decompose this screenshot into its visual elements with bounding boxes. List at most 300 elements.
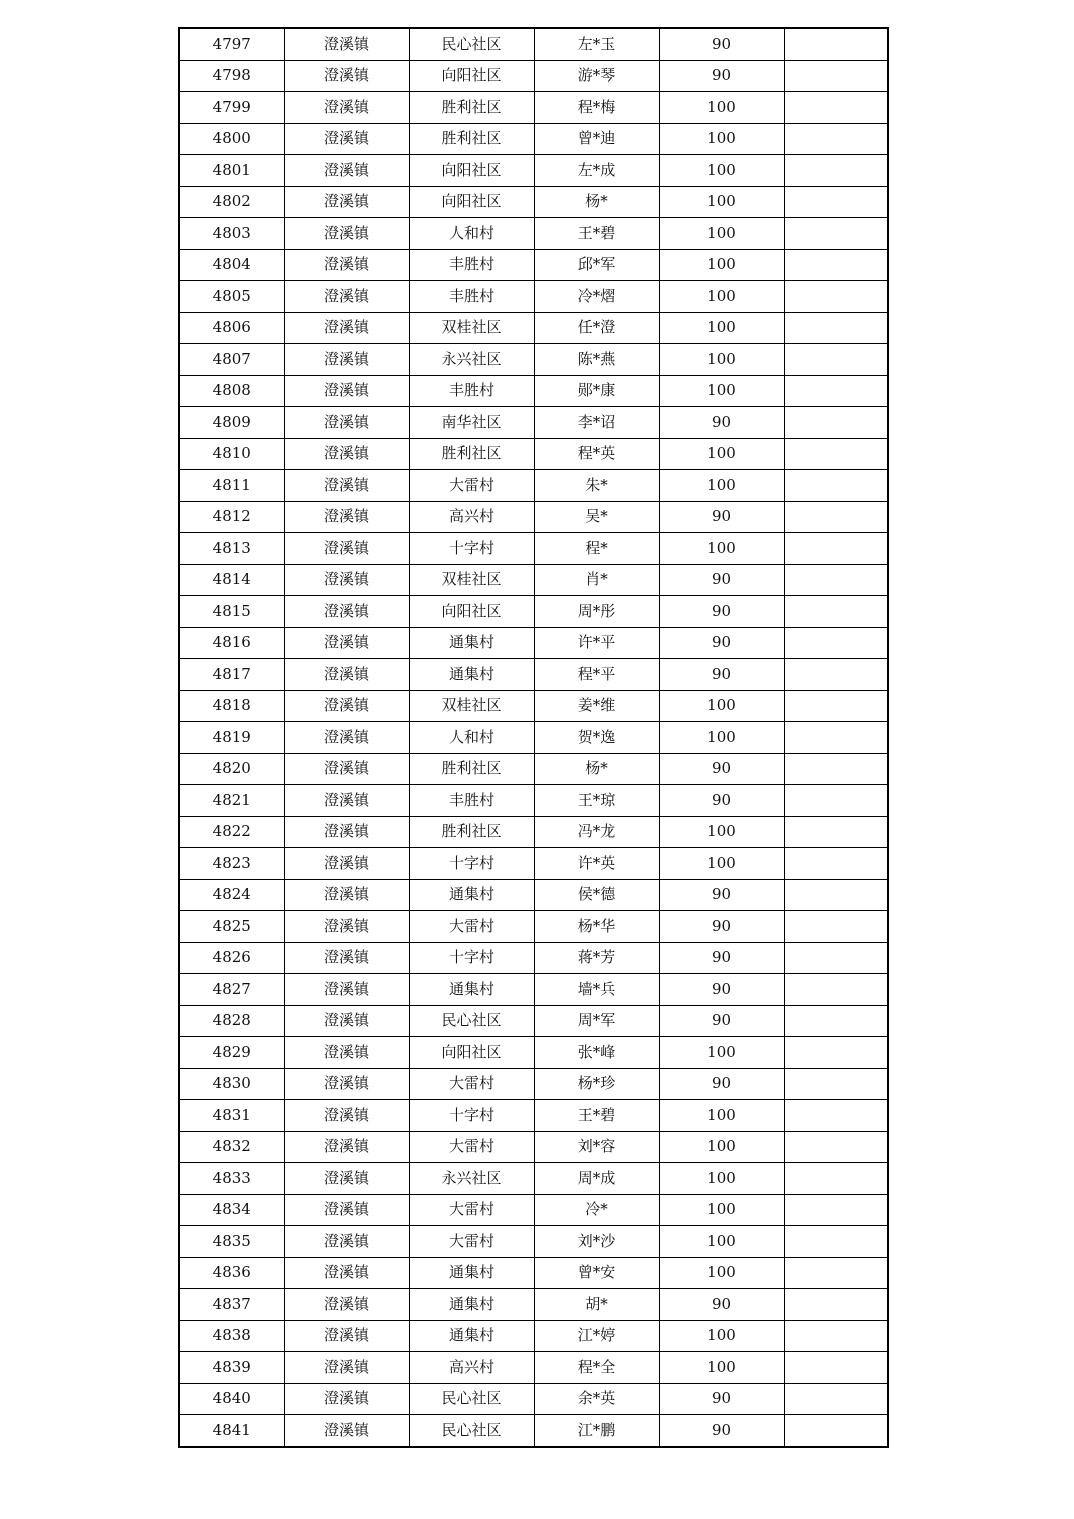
- village-cell: 民心社区: [409, 1383, 534, 1415]
- town-cell: 澄溪镇: [284, 816, 409, 848]
- amount-cell: 90: [659, 1005, 784, 1037]
- table-row: [179, 501, 888, 533]
- amount-cell: 90: [659, 879, 784, 911]
- table-row: [179, 533, 888, 565]
- town-cell: 澄溪镇: [284, 1226, 409, 1258]
- amount-cell: 100: [659, 1163, 784, 1195]
- serial-number-cell: 4832: [179, 1131, 284, 1163]
- remark-cell: [784, 753, 888, 785]
- village-cell: 大雷村: [409, 470, 534, 502]
- table-row: [179, 1289, 888, 1321]
- town-cell: 澄溪镇: [284, 123, 409, 155]
- table-row: [179, 722, 888, 754]
- remark-cell: [784, 785, 888, 817]
- serial-number-cell: 4811: [179, 470, 284, 502]
- amount-cell: 100: [659, 722, 784, 754]
- remark-cell: [784, 186, 888, 218]
- amount-cell: 100: [659, 186, 784, 218]
- remark-cell: [784, 249, 888, 281]
- village-cell: 十字村: [409, 533, 534, 565]
- remark-cell: [784, 375, 888, 407]
- amount-cell: 90: [659, 1415, 784, 1447]
- person-name-cell: 朱*: [534, 470, 659, 502]
- serial-number-cell: 4818: [179, 690, 284, 722]
- remark-cell: [784, 911, 888, 943]
- person-name-cell: 肖*: [534, 564, 659, 596]
- serial-number-cell: 4824: [179, 879, 284, 911]
- town-cell: 澄溪镇: [284, 1352, 409, 1384]
- serial-number-cell: 4809: [179, 407, 284, 439]
- remark-cell: [784, 816, 888, 848]
- serial-number-cell: 4815: [179, 596, 284, 628]
- amount-cell: 100: [659, 123, 784, 155]
- village-cell: 永兴社区: [409, 1163, 534, 1195]
- town-cell: 澄溪镇: [284, 1289, 409, 1321]
- person-name-cell: 张*峰: [534, 1037, 659, 1069]
- village-cell: 大雷村: [409, 1068, 534, 1100]
- serial-number-cell: 4807: [179, 344, 284, 376]
- amount-cell: 90: [659, 753, 784, 785]
- town-cell: 澄溪镇: [284, 596, 409, 628]
- village-cell: 通集村: [409, 879, 534, 911]
- amount-cell: 90: [659, 564, 784, 596]
- serial-number-cell: 4817: [179, 659, 284, 691]
- village-cell: 民心社区: [409, 1415, 534, 1447]
- person-name-cell: 陈*燕: [534, 344, 659, 376]
- amount-cell: 90: [659, 785, 784, 817]
- table-row: [179, 375, 888, 407]
- amount-cell: 90: [659, 596, 784, 628]
- remark-cell: [784, 344, 888, 376]
- amount-cell: 100: [659, 1257, 784, 1289]
- remark-cell: [784, 312, 888, 344]
- table-row: [179, 942, 888, 974]
- amount-cell: 90: [659, 911, 784, 943]
- amount-cell: 90: [659, 28, 784, 60]
- village-cell: 南华社区: [409, 407, 534, 439]
- table-row: [179, 123, 888, 155]
- amount-cell: 100: [659, 690, 784, 722]
- serial-number-cell: 4820: [179, 753, 284, 785]
- serial-number-cell: 4797: [179, 28, 284, 60]
- remark-cell: [784, 1320, 888, 1352]
- serial-number-cell: 4837: [179, 1289, 284, 1321]
- remark-cell: [784, 974, 888, 1006]
- serial-number-cell: 4822: [179, 816, 284, 848]
- remark-cell: [784, 1068, 888, 1100]
- serial-number-cell: 4831: [179, 1100, 284, 1132]
- town-cell: 澄溪镇: [284, 1194, 409, 1226]
- serial-number-cell: 4798: [179, 60, 284, 92]
- table-row: [179, 1383, 888, 1415]
- person-name-cell: 左*玉: [534, 28, 659, 60]
- town-cell: 澄溪镇: [284, 281, 409, 313]
- remark-cell: [784, 1100, 888, 1132]
- remark-cell: [784, 1163, 888, 1195]
- town-cell: 澄溪镇: [284, 533, 409, 565]
- remark-cell: [784, 1037, 888, 1069]
- amount-cell: 90: [659, 1068, 784, 1100]
- town-cell: 澄溪镇: [284, 249, 409, 281]
- table-row: [179, 1352, 888, 1384]
- table-row: [179, 1194, 888, 1226]
- village-cell: 丰胜村: [409, 249, 534, 281]
- town-cell: 澄溪镇: [284, 627, 409, 659]
- person-name-cell: 程*: [534, 533, 659, 565]
- serial-number-cell: 4813: [179, 533, 284, 565]
- table-row: [179, 690, 888, 722]
- village-cell: 大雷村: [409, 1131, 534, 1163]
- serial-number-cell: 4836: [179, 1257, 284, 1289]
- village-cell: 民心社区: [409, 28, 534, 60]
- serial-number-cell: 4805: [179, 281, 284, 313]
- remark-cell: [784, 848, 888, 880]
- serial-number-cell: 4806: [179, 312, 284, 344]
- amount-cell: 100: [659, 816, 784, 848]
- table-row: [179, 312, 888, 344]
- serial-number-cell: 4833: [179, 1163, 284, 1195]
- person-name-cell: 左*成: [534, 155, 659, 187]
- serial-number-cell: 4825: [179, 911, 284, 943]
- table-row: [179, 816, 888, 848]
- village-cell: 高兴村: [409, 501, 534, 533]
- person-name-cell: 周*彤: [534, 596, 659, 628]
- table-row: [179, 974, 888, 1006]
- person-name-cell: 蒋*芳: [534, 942, 659, 974]
- serial-number-cell: 4814: [179, 564, 284, 596]
- serial-number-cell: 4812: [179, 501, 284, 533]
- town-cell: 澄溪镇: [284, 753, 409, 785]
- town-cell: 澄溪镇: [284, 470, 409, 502]
- remark-cell: [784, 155, 888, 187]
- person-name-cell: 游*琴: [534, 60, 659, 92]
- serial-number-cell: 4835: [179, 1226, 284, 1258]
- person-name-cell: 杨*: [534, 186, 659, 218]
- table-row: [179, 249, 888, 281]
- town-cell: 澄溪镇: [284, 1383, 409, 1415]
- remark-cell: [784, 407, 888, 439]
- amount-cell: 100: [659, 1194, 784, 1226]
- serial-number-cell: 4840: [179, 1383, 284, 1415]
- serial-number-cell: 4819: [179, 722, 284, 754]
- remark-cell: [784, 1352, 888, 1384]
- remark-cell: [784, 1194, 888, 1226]
- town-cell: 澄溪镇: [284, 974, 409, 1006]
- table-row: [179, 848, 888, 880]
- village-cell: 胜利社区: [409, 123, 534, 155]
- remark-cell: [784, 722, 888, 754]
- remark-cell: [784, 281, 888, 313]
- amount-cell: 100: [659, 312, 784, 344]
- serial-number-cell: 4839: [179, 1352, 284, 1384]
- town-cell: 澄溪镇: [284, 501, 409, 533]
- amount-cell: 100: [659, 1037, 784, 1069]
- town-cell: 澄溪镇: [284, 312, 409, 344]
- person-name-cell: 周*军: [534, 1005, 659, 1037]
- village-cell: 双桂社区: [409, 690, 534, 722]
- table-body: [179, 28, 888, 1447]
- person-name-cell: 郧*康: [534, 375, 659, 407]
- town-cell: 澄溪镇: [284, 942, 409, 974]
- town-cell: 澄溪镇: [284, 1320, 409, 1352]
- table-row: [179, 596, 888, 628]
- amount-cell: 100: [659, 470, 784, 502]
- person-name-cell: 许*平: [534, 627, 659, 659]
- remark-cell: [784, 60, 888, 92]
- table-row: [179, 564, 888, 596]
- serial-number-cell: 4834: [179, 1194, 284, 1226]
- village-cell: 丰胜村: [409, 785, 534, 817]
- table-row: [179, 659, 888, 691]
- village-cell: 十字村: [409, 1100, 534, 1132]
- remark-cell: [784, 942, 888, 974]
- village-cell: 向阳社区: [409, 1037, 534, 1069]
- person-name-cell: 侯*德: [534, 879, 659, 911]
- serial-number-cell: 4838: [179, 1320, 284, 1352]
- person-name-cell: 杨*珍: [534, 1068, 659, 1100]
- person-name-cell: 吴*: [534, 501, 659, 533]
- town-cell: 澄溪镇: [284, 1005, 409, 1037]
- person-name-cell: 冷*: [534, 1194, 659, 1226]
- person-name-cell: 程*全: [534, 1352, 659, 1384]
- person-name-cell: 许*英: [534, 848, 659, 880]
- table-row: [179, 92, 888, 124]
- table-row: [179, 470, 888, 502]
- person-name-cell: 冷*熠: [534, 281, 659, 313]
- serial-number-cell: 4823: [179, 848, 284, 880]
- table-row: [179, 1037, 888, 1069]
- table-row: [179, 1100, 888, 1132]
- person-name-cell: 李*诏: [534, 407, 659, 439]
- village-cell: 胜利社区: [409, 92, 534, 124]
- town-cell: 澄溪镇: [284, 1131, 409, 1163]
- remark-cell: [784, 1131, 888, 1163]
- remark-cell: [784, 1383, 888, 1415]
- subsidy-list-table: [178, 27, 889, 1448]
- remark-cell: [784, 123, 888, 155]
- table-row: [179, 879, 888, 911]
- village-cell: 高兴村: [409, 1352, 534, 1384]
- town-cell: 澄溪镇: [284, 186, 409, 218]
- person-name-cell: 墙*兵: [534, 974, 659, 1006]
- town-cell: 澄溪镇: [284, 1415, 409, 1447]
- village-cell: 向阳社区: [409, 60, 534, 92]
- amount-cell: 90: [659, 1383, 784, 1415]
- person-name-cell: 江*婷: [534, 1320, 659, 1352]
- person-name-cell: 任*澄: [534, 312, 659, 344]
- village-cell: 丰胜村: [409, 281, 534, 313]
- table-row: [179, 28, 888, 60]
- village-cell: 向阳社区: [409, 155, 534, 187]
- amount-cell: 100: [659, 92, 784, 124]
- person-name-cell: 程*平: [534, 659, 659, 691]
- table-row: [179, 1068, 888, 1100]
- remark-cell: [784, 879, 888, 911]
- remark-cell: [784, 501, 888, 533]
- person-name-cell: 冯*龙: [534, 816, 659, 848]
- serial-number-cell: 4802: [179, 186, 284, 218]
- village-cell: 通集村: [409, 974, 534, 1006]
- table-row: [179, 1257, 888, 1289]
- person-name-cell: 余*英: [534, 1383, 659, 1415]
- remark-cell: [784, 1257, 888, 1289]
- town-cell: 澄溪镇: [284, 344, 409, 376]
- table-row: [179, 1005, 888, 1037]
- village-cell: 十字村: [409, 848, 534, 880]
- table-row: [179, 407, 888, 439]
- town-cell: 澄溪镇: [284, 155, 409, 187]
- village-cell: 通集村: [409, 659, 534, 691]
- person-name-cell: 曾*迪: [534, 123, 659, 155]
- table-row: [179, 438, 888, 470]
- table-row: [179, 155, 888, 187]
- table-row: [179, 281, 888, 313]
- amount-cell: 90: [659, 407, 784, 439]
- table-row: [179, 753, 888, 785]
- village-cell: 永兴社区: [409, 344, 534, 376]
- person-name-cell: 刘*沙: [534, 1226, 659, 1258]
- amount-cell: 100: [659, 375, 784, 407]
- table-row: [179, 344, 888, 376]
- serial-number-cell: 4827: [179, 974, 284, 1006]
- person-name-cell: 胡*: [534, 1289, 659, 1321]
- village-cell: 大雷村: [409, 1226, 534, 1258]
- amount-cell: 100: [659, 155, 784, 187]
- table-row: [179, 1320, 888, 1352]
- village-cell: 丰胜村: [409, 375, 534, 407]
- remark-cell: [784, 92, 888, 124]
- village-cell: 双桂社区: [409, 564, 534, 596]
- remark-cell: [784, 218, 888, 250]
- serial-number-cell: 4816: [179, 627, 284, 659]
- amount-cell: 100: [659, 218, 784, 250]
- town-cell: 澄溪镇: [284, 438, 409, 470]
- person-name-cell: 王*碧: [534, 1100, 659, 1132]
- serial-number-cell: 4821: [179, 785, 284, 817]
- serial-number-cell: 4808: [179, 375, 284, 407]
- village-cell: 胜利社区: [409, 816, 534, 848]
- remark-cell: [784, 1226, 888, 1258]
- village-cell: 大雷村: [409, 911, 534, 943]
- person-name-cell: 邱*军: [534, 249, 659, 281]
- remark-cell: [784, 1289, 888, 1321]
- village-cell: 十字村: [409, 942, 534, 974]
- town-cell: 澄溪镇: [284, 1068, 409, 1100]
- person-name-cell: 江*鹏: [534, 1415, 659, 1447]
- amount-cell: 100: [659, 848, 784, 880]
- village-cell: 人和村: [409, 722, 534, 754]
- serial-number-cell: 4828: [179, 1005, 284, 1037]
- person-name-cell: 贺*逸: [534, 722, 659, 754]
- town-cell: 澄溪镇: [284, 690, 409, 722]
- serial-number-cell: 4803: [179, 218, 284, 250]
- town-cell: 澄溪镇: [284, 785, 409, 817]
- town-cell: 澄溪镇: [284, 407, 409, 439]
- person-name-cell: 程*英: [534, 438, 659, 470]
- town-cell: 澄溪镇: [284, 911, 409, 943]
- town-cell: 澄溪镇: [284, 848, 409, 880]
- table-row: [179, 1415, 888, 1447]
- amount-cell: 100: [659, 533, 784, 565]
- table-row: [179, 1226, 888, 1258]
- serial-number-cell: 4829: [179, 1037, 284, 1069]
- town-cell: 澄溪镇: [284, 60, 409, 92]
- amount-cell: 100: [659, 1131, 784, 1163]
- village-cell: 通集村: [409, 1289, 534, 1321]
- remark-cell: [784, 659, 888, 691]
- village-cell: 胜利社区: [409, 753, 534, 785]
- serial-number-cell: 4810: [179, 438, 284, 470]
- remark-cell: [784, 533, 888, 565]
- amount-cell: 100: [659, 1320, 784, 1352]
- remark-cell: [784, 438, 888, 470]
- village-cell: 通集村: [409, 1320, 534, 1352]
- remark-cell: [784, 690, 888, 722]
- village-cell: 向阳社区: [409, 186, 534, 218]
- amount-cell: 100: [659, 344, 784, 376]
- amount-cell: 100: [659, 249, 784, 281]
- town-cell: 澄溪镇: [284, 1100, 409, 1132]
- table-row: [179, 60, 888, 92]
- town-cell: 澄溪镇: [284, 28, 409, 60]
- serial-number-cell: 4801: [179, 155, 284, 187]
- person-name-cell: 周*成: [534, 1163, 659, 1195]
- serial-number-cell: 4841: [179, 1415, 284, 1447]
- serial-number-cell: 4830: [179, 1068, 284, 1100]
- amount-cell: 100: [659, 1352, 784, 1384]
- serial-number-cell: 4799: [179, 92, 284, 124]
- amount-cell: 100: [659, 438, 784, 470]
- remark-cell: [784, 596, 888, 628]
- table-row: [179, 627, 888, 659]
- remark-cell: [784, 1415, 888, 1447]
- person-name-cell: 杨*: [534, 753, 659, 785]
- town-cell: 澄溪镇: [284, 879, 409, 911]
- table-row: [179, 785, 888, 817]
- amount-cell: 90: [659, 627, 784, 659]
- table-row: [179, 1131, 888, 1163]
- town-cell: 澄溪镇: [284, 722, 409, 754]
- amount-cell: 90: [659, 501, 784, 533]
- amount-cell: 100: [659, 281, 784, 313]
- town-cell: 澄溪镇: [284, 1257, 409, 1289]
- village-cell: 双桂社区: [409, 312, 534, 344]
- remark-cell: [784, 470, 888, 502]
- village-cell: 大雷村: [409, 1194, 534, 1226]
- amount-cell: 90: [659, 659, 784, 691]
- amount-cell: 100: [659, 1226, 784, 1258]
- town-cell: 澄溪镇: [284, 1037, 409, 1069]
- table-row: [179, 1163, 888, 1195]
- remark-cell: [784, 1005, 888, 1037]
- remark-cell: [784, 28, 888, 60]
- serial-number-cell: 4826: [179, 942, 284, 974]
- amount-cell: 90: [659, 974, 784, 1006]
- person-name-cell: 杨*华: [534, 911, 659, 943]
- village-cell: 通集村: [409, 1257, 534, 1289]
- village-cell: 人和村: [409, 218, 534, 250]
- person-name-cell: 王*琼: [534, 785, 659, 817]
- amount-cell: 100: [659, 1100, 784, 1132]
- table-row: [179, 218, 888, 250]
- town-cell: 澄溪镇: [284, 218, 409, 250]
- village-cell: 胜利社区: [409, 438, 534, 470]
- remark-cell: [784, 564, 888, 596]
- village-cell: 民心社区: [409, 1005, 534, 1037]
- serial-number-cell: 4804: [179, 249, 284, 281]
- town-cell: 澄溪镇: [284, 659, 409, 691]
- remark-cell: [784, 627, 888, 659]
